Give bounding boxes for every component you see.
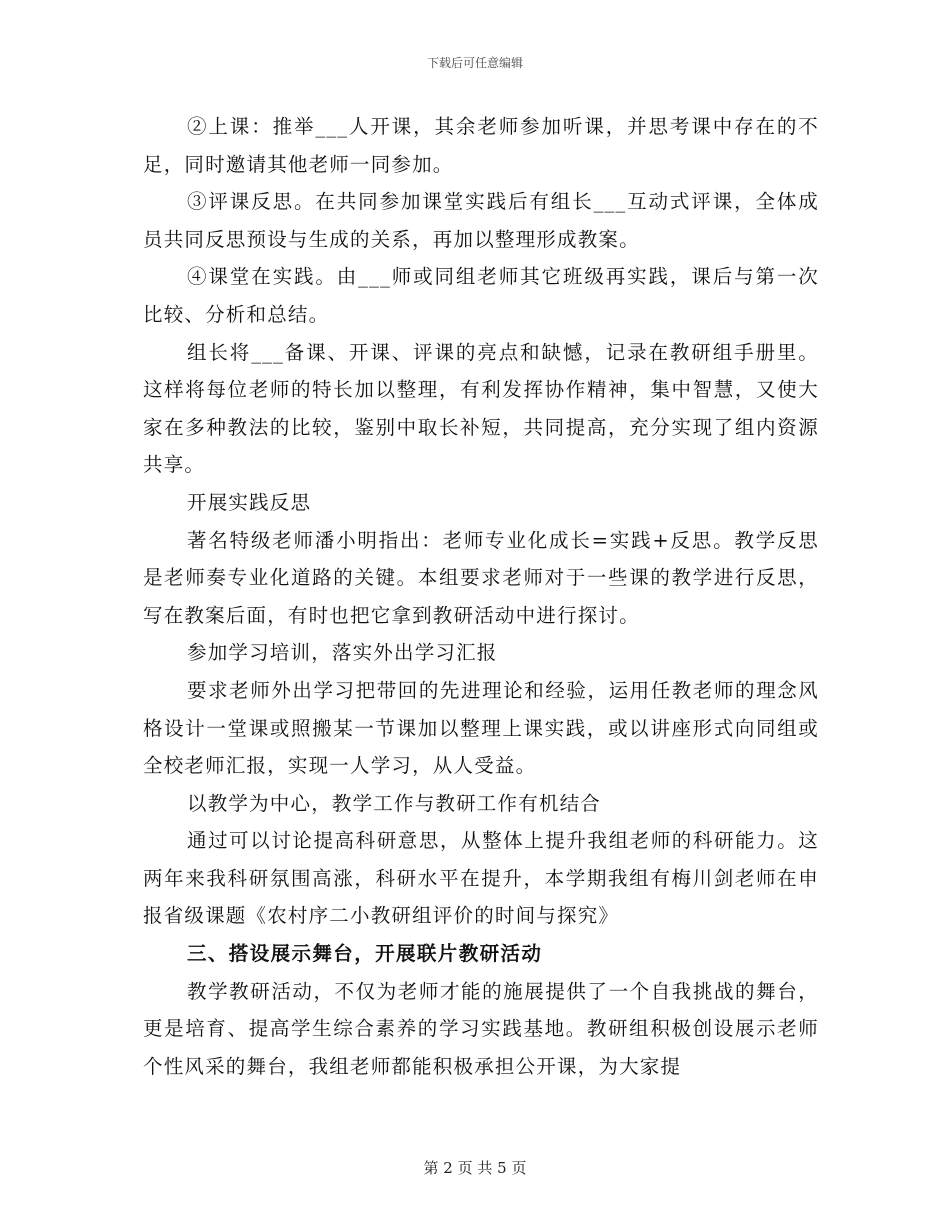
subheading-practice-reflection: 开展实践反思: [187, 490, 312, 514]
subheading-training: 参加学习培训，落实外出学习汇报: [187, 641, 498, 665]
paragraph-lesson-step-2: ②上课：推举___人开课，其余老师参加听课，并思考课中存在的不足，同时邀请其他老师一同参加。: [143, 115, 819, 176]
paragraph-lesson-step-4: ④课堂在实践。由___师或同组老师其它班级再实践，课后与第一次比较、分析和总结。: [143, 265, 819, 326]
paragraph-research: 通过可以讨论提高科研意思，从整体上提升我组老师的科研能力。这两年来我科研氛围高涨，科研水平在提升，本学期我组有梅川剑老师在申报省级课题《农村序二小教研组评价的时间与探究》: [143, 829, 819, 928]
paragraph-group-leader: 组长将___备课、开课、评课的亮点和缺憾，记录在教研组手册里。这样将每位老师的特长加以整理，有利发挥协作精神，集中智慧，又使大家在多种教法的比较，鉴别中取长补短，共同提高，充分实现了组内资源共享。: [143, 340, 819, 477]
page-footer: 第 2 页 共 5 页: [423, 1159, 527, 1177]
document-body: [143, 108, 819, 1085]
subheading-teaching-center: 以教学为中心，教学工作与教研工作有机结合: [187, 791, 602, 815]
paragraph-stage: 教学教研活动，不仅为老师才能的施展提供了一个自我挑战的舞台，更是培育、提高学生综合素养的学习实践基地。教研组积极创设展示老师个性风采的舞台，我组老师都能积极承担公开课，为大家提: [143, 979, 819, 1078]
paragraph-training: 要求老师外出学习把带回的先进理论和经验，运用任教老师的理念风格设计一堂课或照搬某一节课加以整理上课实践，或以讲座形式向同组或全校老师汇报，实现一人学习，从人受益。: [143, 678, 819, 778]
paragraph-reflection: 著名特级老师潘小明指出：老师专业化成长=实践+反思。教学反思是老师奏专业化道路的关键。本组要求老师对于一些课的教学进行反思，写在教案后面，有时也把它拿到教研活动中进行探讨。: [143, 528, 819, 627]
page-header: 下载后可任意编辑: [426, 56, 523, 70]
section-heading-three: 三、搭设展示舞台，开展联片教研活动: [187, 942, 543, 966]
paragraph-lesson-step-3: ③评课反思。在共同参加课堂实践后有组长___互动式评课，全体成员共同反思预设与生成的关系，再加以整理形成教案。: [143, 190, 819, 251]
